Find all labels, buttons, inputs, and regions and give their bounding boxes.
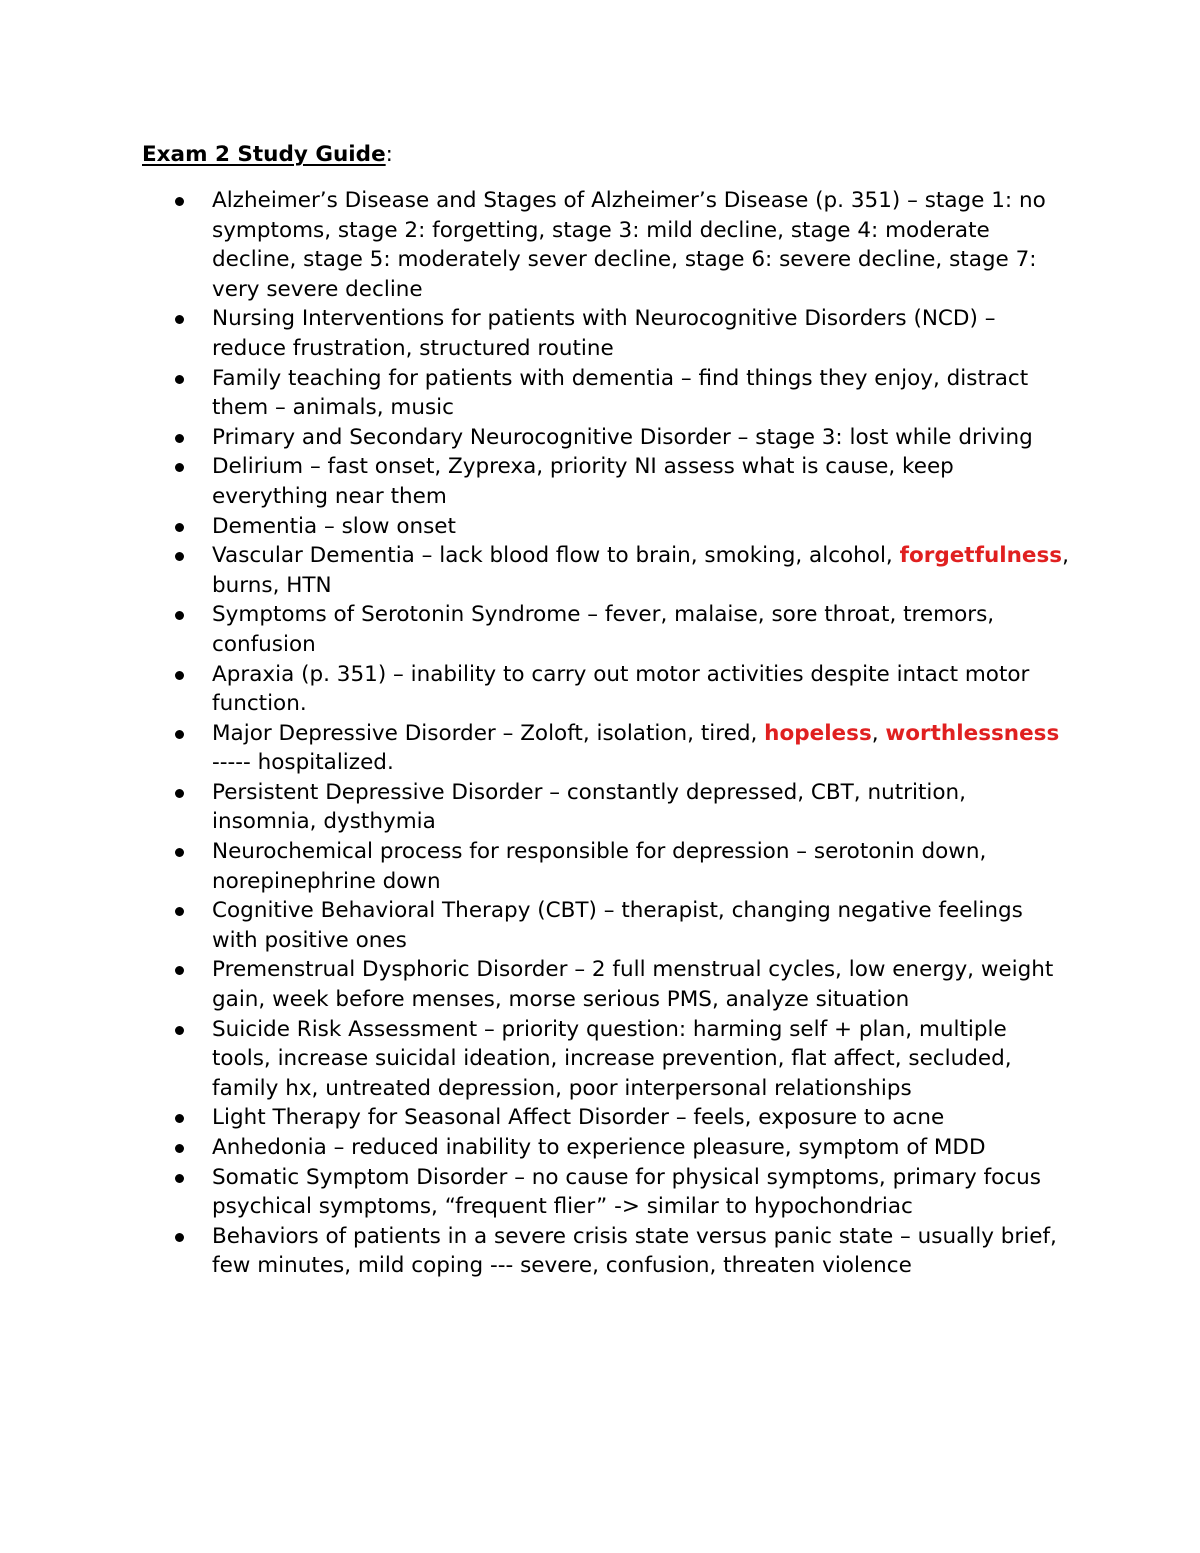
list-item — [0, 837, 1072, 896]
item-text: Persistent Depressive Disorder – constantly depressed, CBT, nutrition, insomnia, dysthymia — [212, 779, 966, 835]
item-text: Light Therapy for Seasonal Affect Disorder – feels, exposure to acne — [212, 1105, 945, 1131]
item-text: Delirium – fast onset, Zyprexa, priority NI assess what is cause, keep everything near them — [212, 454, 954, 509]
bullet-icon — [175, 789, 184, 798]
highlighted-term: forgetfulness — [899, 543, 1063, 569]
bullet-icon — [175, 611, 184, 620]
bullet-icon — [175, 315, 184, 324]
bullet-icon — [175, 848, 184, 857]
list-item — [0, 719, 1072, 778]
item-text: , — [871, 720, 886, 746]
list-item — [0, 1222, 1072, 1281]
title-colon: : — [385, 142, 393, 167]
list-item — [0, 452, 1072, 511]
item-text: Anhedonia – reduced inability to experience pleasure, symptom of MDD — [212, 1135, 986, 1160]
item-text: Somatic Symptom Disorder – no cause for physical symptoms, primary focus psychical symptoms, “frequent flier” -> similar to hypochondriac — [212, 1164, 1041, 1220]
list-item — [0, 423, 1072, 453]
list-item — [0, 186, 1072, 304]
list-item — [0, 364, 1072, 423]
list-item — [0, 512, 1072, 542]
bullet-icon — [175, 1026, 184, 1035]
item-text: ----- hospitalized. — [212, 750, 394, 776]
list-item — [0, 660, 1072, 719]
title-text: Exam 2 Study Guide — [142, 142, 386, 167]
item-text: Major Depressive Disorder – Zoloft, isolation, tired, — [212, 720, 765, 746]
study-guide-list — [0, 186, 1200, 1281]
bullet-icon — [175, 730, 184, 739]
list-item — [0, 1133, 1072, 1163]
page-title — [142, 140, 393, 170]
item-text: Vascular Dementia – lack blood flow to brain, smoking, alcohol, — [212, 543, 900, 569]
list-item — [0, 600, 1072, 659]
item-text: Primary and Secondary Neurocognitive Disorder – stage 3: lost while driving — [212, 424, 1033, 450]
bullet-icon — [175, 523, 184, 532]
list-item — [0, 1103, 1072, 1133]
item-text: , burns, HTN — [212, 543, 1069, 598]
bullet-icon — [175, 434, 184, 443]
highlighted-term: hopeless — [764, 720, 872, 746]
list-item — [0, 1163, 1072, 1222]
highlighted-term: worthlessness — [885, 720, 1060, 746]
list-item — [0, 304, 1072, 363]
bullet-icon — [175, 1144, 184, 1153]
list-item — [0, 541, 1072, 600]
bullet-icon — [175, 1174, 184, 1183]
item-text: Suicide Risk Assessment – priority question: harming self + plan, multiple tools, increase suicidal ideation, increase prevention, flat affect, secluded, family hx, untreated depression, poor interpersonal relationships — [212, 1016, 1012, 1101]
bullet-icon — [175, 966, 184, 975]
list-item — [0, 778, 1072, 837]
bullet-icon — [175, 197, 184, 206]
bullet-icon — [175, 375, 184, 384]
item-text: Symptoms of Serotonin Syndrome – fever, malaise, sore throat, tremors, confusion — [212, 602, 995, 657]
item-text: Nursing Interventions for patients with Neurocognitive Disorders (NCD) – reduce frustration, structured routine — [212, 306, 996, 361]
bullet-icon — [175, 671, 184, 680]
bullet-icon — [175, 1114, 184, 1123]
item-text: Premenstrual Dysphoric Disorder – 2 full menstrual cycles, low energy, weight gain, week before menses, morse serious PMS, analyze situation — [212, 957, 1054, 1013]
bullet-icon — [175, 463, 184, 472]
item-text: Neurochemical process for responsible for depression – serotonin down, norepinephrine down — [212, 839, 987, 894]
item-text: Dementia – slow onset — [212, 513, 456, 539]
bullet-icon — [175, 1233, 184, 1242]
list-item — [0, 1015, 1072, 1104]
item-text: Apraxia (p. 351) – inability to carry out motor activities despite intact motor function. — [212, 661, 1030, 717]
list-item — [0, 955, 1072, 1014]
bullet-icon — [175, 907, 184, 916]
list-item — [0, 896, 1072, 955]
item-text: Behaviors of patients in a severe crisis state versus panic state – usually brief, few minutes, mild coping --- severe, confusion, threaten violence — [212, 1223, 1057, 1279]
item-text: Alzheimer’s Disease and Stages of Alzheimer’s Disease (p. 351) – stage 1: no symptoms, stage 2: forgetting, stage 3: mild decline, stage 4: moderate decline, stage 5: moderately sever decline, stage 6: severe decline, stage 7: very severe decline — [212, 188, 1046, 302]
item-text: Family teaching for patients with dementia – find things they enjoy, distract them – animals, music — [212, 365, 1029, 421]
bullet-icon — [175, 552, 184, 561]
item-text: Cognitive Behavioral Therapy (CBT) – therapist, changing negative feelings with positive ones — [212, 898, 1023, 953]
